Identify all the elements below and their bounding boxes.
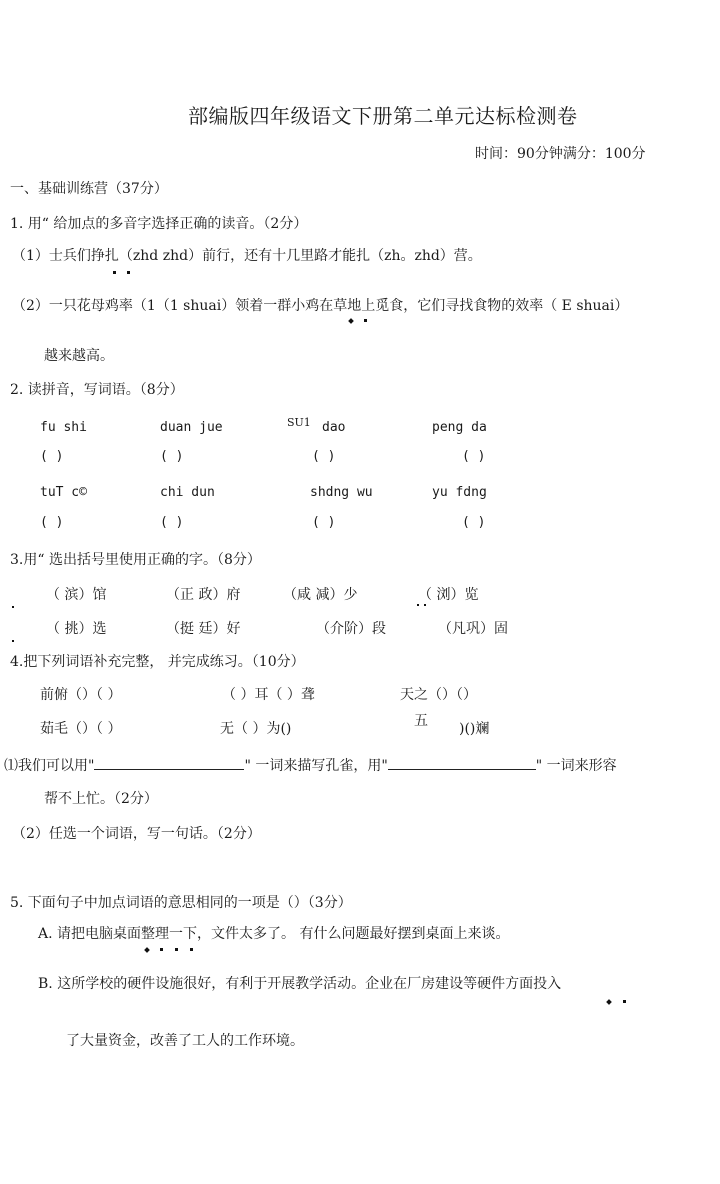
char-choice: （介阶）段: [316, 621, 386, 637]
emphasis-dot: [144, 947, 150, 953]
emphasis-dot: [348, 318, 354, 324]
question-4-fill-1-cont: 帮不上忙。（2分）: [44, 791, 158, 807]
pinyin-8: yu fdng: [432, 485, 487, 500]
answer-blank[interactable]: ( ): [160, 449, 184, 464]
question-4-prompt: 4.把下列词语补充完整， 并完成练习。（10分）: [10, 654, 305, 670]
idiom-fill: 前俯（）（ ）: [40, 687, 122, 703]
pinyin-3: dao: [322, 420, 346, 435]
question-1-item-2: （2）一只花母鸡率（1（1 shuai）领着一群小鸡在草地上觅食，它们寻找食物的效率（ E shuai）: [12, 298, 629, 314]
question-2-prompt: 2. 读拼音，写词语。（8分）: [10, 382, 184, 398]
answer-blank[interactable]: ( ): [40, 515, 64, 530]
pinyin-1: fu shi: [40, 420, 87, 435]
scan-speck: [424, 604, 426, 606]
pinyin-5: tuT c©: [40, 485, 87, 500]
answer-line[interactable]: [388, 754, 536, 770]
option-b-cont: 了大量资金，改善了工人的工作环境。: [66, 1033, 304, 1049]
answer-blank[interactable]: ( ): [462, 515, 486, 530]
answer-line[interactable]: [94, 754, 244, 770]
exam-meta: 时间：90分钟满分：100分: [475, 146, 646, 162]
question-5-prompt: 5. 下面句子中加点词语的意思相同的一项是（）（3分）: [10, 895, 352, 911]
idiom-fill: 五: [414, 713, 428, 729]
question-1-item-2-cont: 越来越高。: [44, 348, 114, 364]
emphasis-dot: [364, 319, 367, 322]
page-title: 部编版四年级语文下册第二单元达标检测卷: [188, 104, 578, 128]
pinyin-7: shdng wu: [310, 485, 373, 500]
char-choice: （ 挑）选: [46, 621, 107, 637]
emphasis-dot: [175, 948, 178, 951]
idiom-fill: （ ）耳（ ）聋: [222, 687, 315, 703]
char-choice: （咸 减）少: [283, 587, 358, 603]
section-heading: 一、基础训练营（37分）: [10, 181, 168, 197]
emphasis-dot: [113, 271, 116, 274]
question-4-fill-2: （2）任选一个词语，写一句话。（2分）: [12, 826, 261, 842]
answer-blank[interactable]: ( ): [160, 515, 184, 530]
char-choice: （ 滨）馆: [46, 587, 107, 603]
char-choice: （ 浏）览: [418, 587, 479, 603]
idiom-fill: 茹毛（）（ ）: [40, 721, 122, 737]
scan-speck: [12, 640, 14, 642]
emphasis-dot: [190, 948, 193, 951]
option-a[interactable]: A. 请把电脑桌面整理一下，文件太多了。 有什么问题最好摆到桌面上来谈。: [38, 926, 510, 942]
answer-blank[interactable]: ( ): [312, 449, 336, 464]
emphasis-dot: [623, 1000, 626, 1003]
question-3-prompt: 3.用“ 选出括号里使用正确的字。（8分）: [10, 552, 261, 568]
emphasis-dot: [127, 271, 130, 274]
answer-blank[interactable]: ( ): [40, 449, 64, 464]
answer-blank[interactable]: ( ): [462, 449, 486, 464]
idiom-fill: 天之（）（）: [400, 687, 477, 703]
char-choice: （凡巩）固: [438, 621, 508, 637]
scan-speck: [12, 606, 14, 608]
emphasis-dot: [606, 999, 612, 1005]
pinyin-4: peng da: [432, 420, 487, 435]
question-4-fill-1: ⑴我们可以用" " 一词来描写孔雀，用" " 一词来形容: [4, 754, 617, 775]
char-choice: （正 政）府: [166, 587, 241, 603]
question-1-item-1: （1）士兵们挣扎（zhd zhd）前行，还有十几里路才能扎（zh。zhd）营。: [12, 248, 482, 264]
option-b[interactable]: B. 这所学校的硬件设施很好，有利于开展教学活动。企业在厂房建设等硬件方面投入: [38, 976, 562, 992]
idiom-fill: )()斓: [459, 721, 490, 737]
scan-speck: [417, 604, 419, 606]
char-choice: （挺 廷）好: [166, 621, 241, 637]
pinyin-6: chi dun: [160, 485, 215, 500]
pinyin-2: duan jue: [160, 420, 223, 435]
pinyin-3-sup: SU1: [287, 416, 311, 429]
answer-blank[interactable]: ( ): [312, 515, 336, 530]
question-1-prompt: 1. 用“ 给加点的多音字选择正确的读音。（2分）: [10, 216, 308, 232]
emphasis-dot: [160, 948, 163, 951]
idiom-fill: 无（ ）为(): [220, 721, 292, 737]
